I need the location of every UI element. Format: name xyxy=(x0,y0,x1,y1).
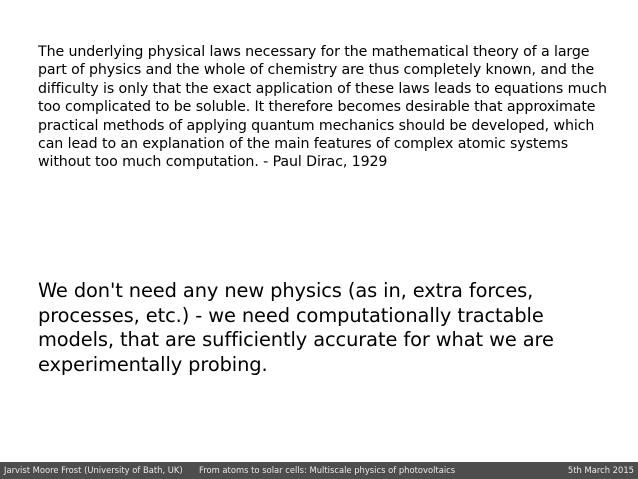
slide-footer xyxy=(0,462,638,479)
footer-date: 5th March 2015 xyxy=(567,465,634,475)
main-point: We don't need any new physics (as in, extra forces, processes, etc.) - we need computationally tractable models, that are sufficiently accurate for what we are experimentally probing. xyxy=(38,279,554,376)
footer-author: Jarvist Moore Frost (University of Bath, UK) xyxy=(4,465,183,475)
dirac-quote: The underlying physical laws necessary for the mathematical theory of a large part of physics and the whole of chemistry are thus completely known, and the difficulty is only that the exact application of these laws leads to equations much too complicated to be soluble. It therefore becomes desirable that approximate practical methods of applying quantum mechanics should be developed, which can lead to an explanation of the main features of complex atomic systems without too much computation. - Paul Dirac, 1929 xyxy=(38,44,607,171)
footer-talk-title: From atoms to solar cells: Multiscale physics of photovoltaics xyxy=(199,465,456,475)
